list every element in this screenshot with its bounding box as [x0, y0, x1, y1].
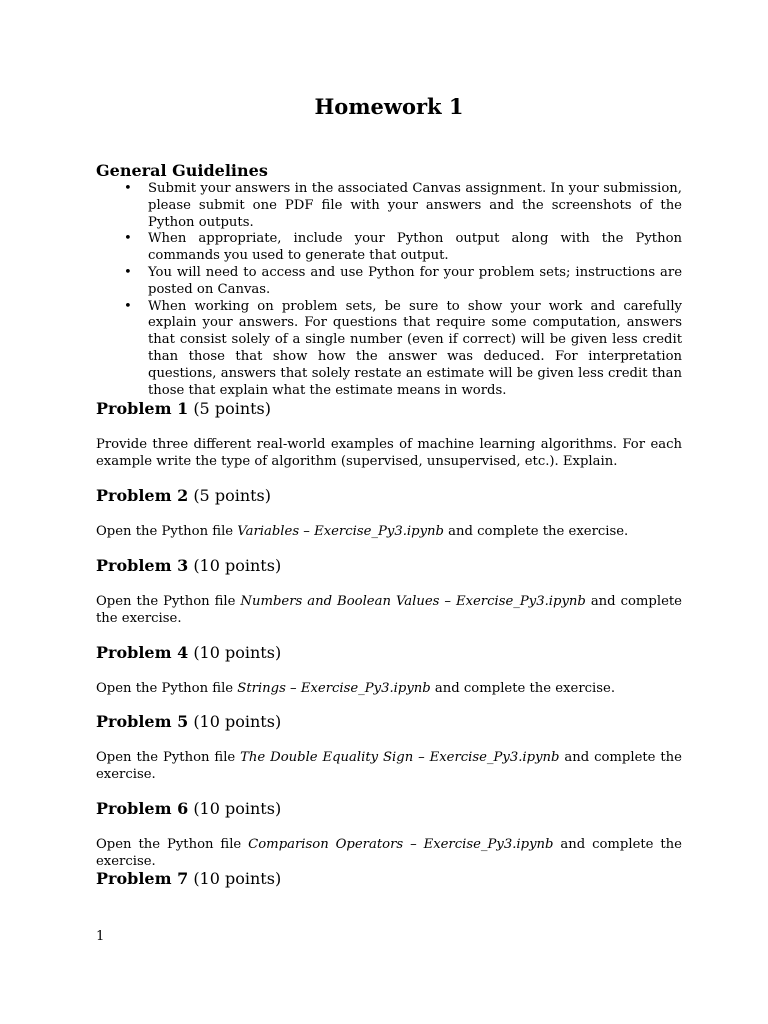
problem-text-pre: Open the Python file — [96, 750, 241, 765]
problem-5-heading — [96, 712, 281, 732]
problem-points: (10 points) — [193, 556, 282, 575]
guidelines-list — [96, 181, 682, 399]
guidelines-heading: General Guidelines — [96, 161, 268, 180]
problem-label: Problem 7 — [96, 869, 189, 888]
guideline-item — [96, 181, 682, 231]
problem-points: (5 points) — [193, 399, 271, 418]
problem-label: Problem 6 — [96, 799, 189, 818]
bullet-icon: • — [124, 231, 132, 247]
bullet-icon: • — [124, 181, 132, 196]
problem-label: Problem 5 — [96, 712, 189, 731]
problem-3-heading — [96, 556, 281, 576]
problem-3-text — [96, 593, 682, 627]
notebook-filename: Numbers and Boolean Values – Exercise_Py3.ipynb — [240, 594, 586, 609]
problem-text-pre: Open the Python file — [96, 524, 238, 539]
guideline-item — [96, 265, 682, 299]
bullet-icon: • — [124, 264, 132, 280]
notebook-filename: The Double Equality Sign – Exercise_Py3.ipynb — [240, 750, 560, 765]
guideline-text: Submit your answers in the associated Canvas assignment. In your submission, please submit one PDF file with your answers and the screenshots of the Python outputs. — [148, 181, 682, 230]
problem-2-text — [96, 523, 682, 540]
problem-label: Problem 1 — [96, 399, 189, 418]
notebook-filename: Variables – Exercise_Py3.ipynb — [237, 524, 444, 539]
problem-label: Problem 2 — [96, 486, 189, 505]
guideline-text: When working on problem sets, be sure to show your work and carefully explain your answers. For questions that require some computation, answers that consist solely of a single number (even if correct) will be given less credit than those that show how the answer was deduced. For interpretation questions, answers that solely restate an estimate will be given less credit than those that explain what the estimate means in words. — [148, 298, 682, 398]
problem-text-post: and complete the exercise. — [430, 681, 616, 696]
page-number: 1 — [96, 929, 105, 944]
problem-points: (10 points) — [193, 643, 282, 662]
notebook-filename: Comparison Operators – Exercise_Py3.ipynb — [248, 837, 554, 852]
notebook-filename: Strings – Exercise_Py3.ipynb — [237, 681, 431, 696]
problem-1-heading — [96, 399, 271, 419]
problem-points: (10 points) — [193, 869, 282, 888]
problem-label: Problem 3 — [96, 556, 189, 575]
guideline-text: You will need to access and use Python for your problem sets; instructions are posted on Canvas. — [148, 264, 682, 297]
guideline-item — [96, 299, 682, 400]
problem-text-post: and complete the exercise. — [443, 524, 629, 539]
problem-text-pre: Open the Python file — [96, 594, 241, 609]
guideline-text: When appropriate, include your Python output along with the Python commands you used to generate that output. — [148, 231, 682, 264]
problem-1-text: Provide three different real-world examples of machine learning algorithms. For each example write the type of algorithm (supervised, unsupervised, etc.). Explain. — [96, 437, 682, 469]
problem-4-text — [96, 680, 682, 697]
problem-text-pre: Open the Python file — [96, 681, 238, 696]
problem-6-heading — [96, 799, 281, 819]
problem-text-pre: Open the Python file — [96, 837, 249, 852]
problem-text-post: and complete the exercise. — [96, 837, 682, 869]
problem-points: (10 points) — [193, 712, 282, 731]
problem-5-text — [96, 749, 682, 783]
problem-4-heading — [96, 643, 281, 663]
problem-text-post: and complete the exercise. — [96, 594, 682, 626]
problem-label: Problem 4 — [96, 643, 189, 662]
problem-points: (10 points) — [193, 799, 282, 818]
document-title: Homework 1 — [314, 94, 464, 119]
problem-2-heading — [96, 486, 271, 506]
problem-text-post: and complete the exercise. — [96, 750, 682, 782]
guideline-item — [96, 231, 682, 265]
bullet-icon: • — [124, 298, 132, 314]
problem-7-heading — [96, 869, 281, 889]
problem-points: (5 points) — [193, 486, 271, 505]
problem-6-text — [96, 836, 682, 870]
